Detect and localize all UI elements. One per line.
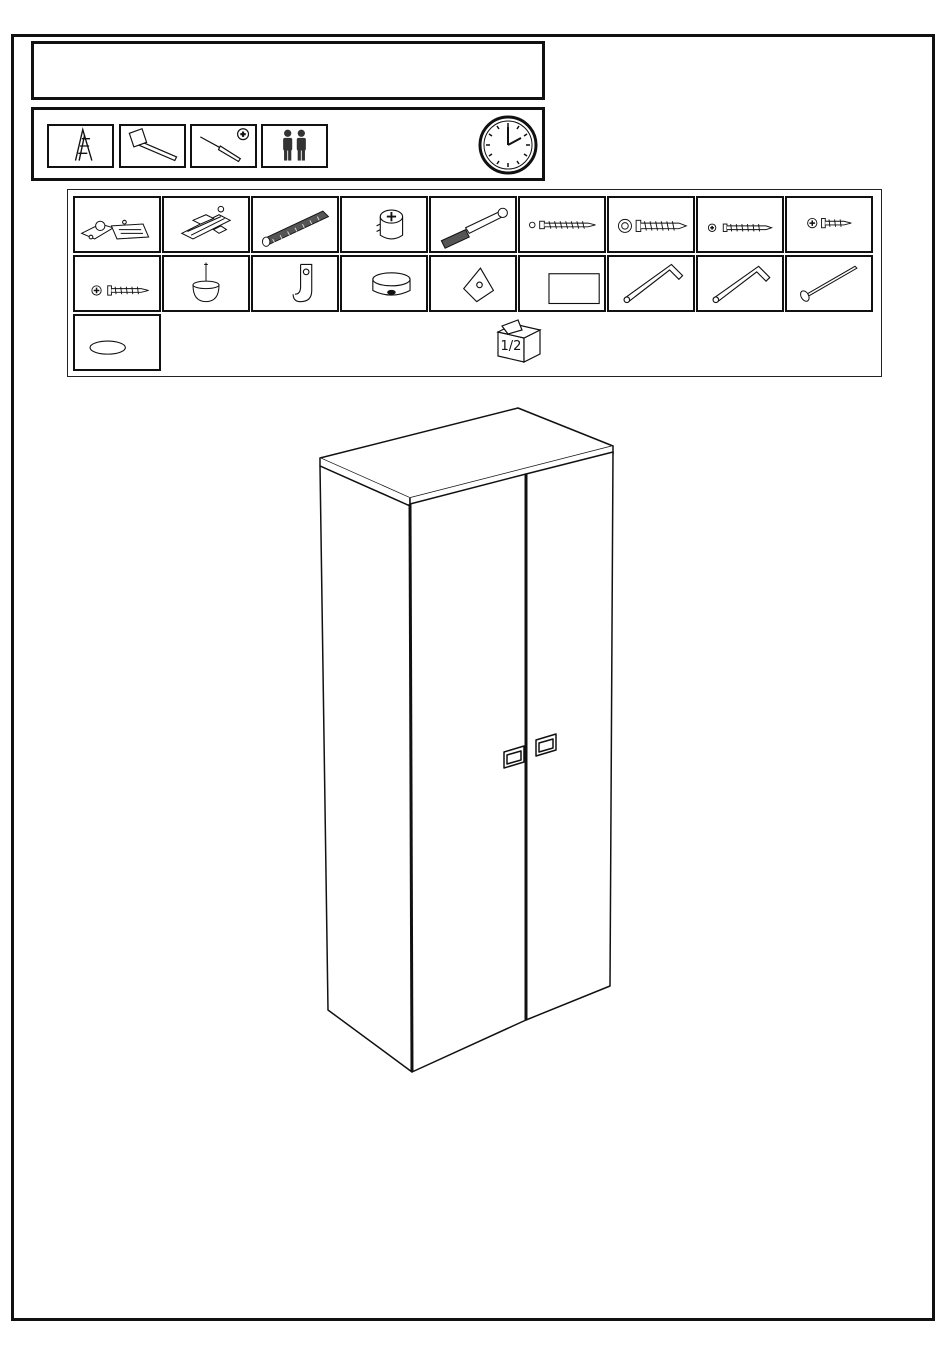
cam-lock-icon — [340, 196, 428, 253]
phillips-screwdriver-icon — [190, 124, 257, 168]
hammer-icon — [119, 124, 186, 168]
medium-screw-icon — [696, 196, 784, 253]
clock-icon — [477, 114, 539, 176]
title-box — [31, 41, 545, 100]
washer-screw-icon — [607, 196, 695, 253]
small-screw-icon — [73, 255, 161, 312]
hinge-icon — [73, 196, 161, 253]
two-door-wardrobe-icon — [300, 400, 630, 1090]
long-screw-icon — [518, 196, 606, 253]
corner-block-icon — [429, 255, 517, 312]
rail-support-icon — [251, 255, 339, 312]
two-persons-icon — [261, 124, 328, 168]
allen-key-large-icon — [607, 255, 695, 312]
bumper-pad-icon — [73, 314, 161, 371]
hinge-plate-icon — [162, 196, 250, 253]
plate-icon — [518, 255, 606, 312]
cover-cap-icon — [340, 255, 428, 312]
wooden-dowel-icon — [251, 196, 339, 253]
nail-icon — [785, 255, 873, 312]
ladder-icon — [47, 124, 114, 168]
cam-bolt-icon — [429, 196, 517, 253]
furniture-glide-icon — [162, 255, 250, 312]
package-label: 1/2 — [500, 339, 522, 354]
short-screw-icon — [785, 196, 873, 253]
allen-key-small-icon — [696, 255, 784, 312]
hardware-parts-list — [67, 189, 882, 377]
tools-box — [31, 107, 545, 181]
